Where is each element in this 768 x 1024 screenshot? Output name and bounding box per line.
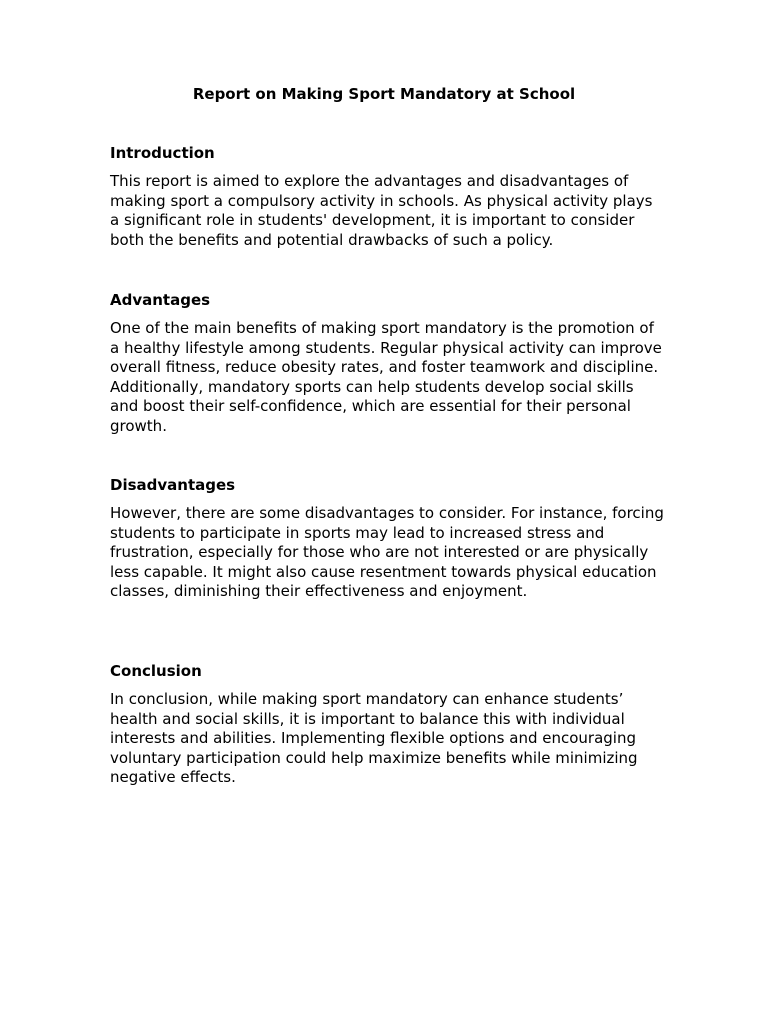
section-heading-advantages: Advantages: [110, 291, 211, 309]
section-body-conclusion: In conclusion, while making sport mandatory can enhance students’ health and social skills, it is important to balance this with individual interests and abilities. Implementing flexible options and encouraging voluntary participation could help maximize benefits while minimizing negative effects.: [110, 690, 638, 787]
section-body-disadvantages: However, there are some disadvantages to consider. For instance, forcing students to participate in sports may lead to increased stress and frustration, especially for those who are not interested or are physically less capable. It might also cause resentment towards physical education classes, diminishing their effectiveness and enjoyment.: [110, 504, 664, 601]
section-body-advantages: One of the main benefits of making sport mandatory is the promotion of a healthy lifestyle among students. Regular physical activity can improve overall fitness, reduce obesity rates, and foster teamwork and discipline. Additionally, mandatory sports can help students develop social skills and boost their self-confidence, which are essential for their personal growth.: [110, 319, 662, 435]
section-body-introduction: This report is aimed to explore the advantages and disadvantages of making sport a compulsory activity in schools. As physical activity plays a significant role in students' development, it is important to consider both the benefits and potential drawbacks of such a policy.: [110, 172, 653, 249]
document-title: Report on Making Sport Mandatory at School: [192, 85, 576, 103]
section-heading-disadvantages: Disadvantages: [110, 476, 236, 494]
section-heading-conclusion: Conclusion: [110, 662, 202, 680]
section-heading-introduction: Introduction: [110, 144, 215, 162]
